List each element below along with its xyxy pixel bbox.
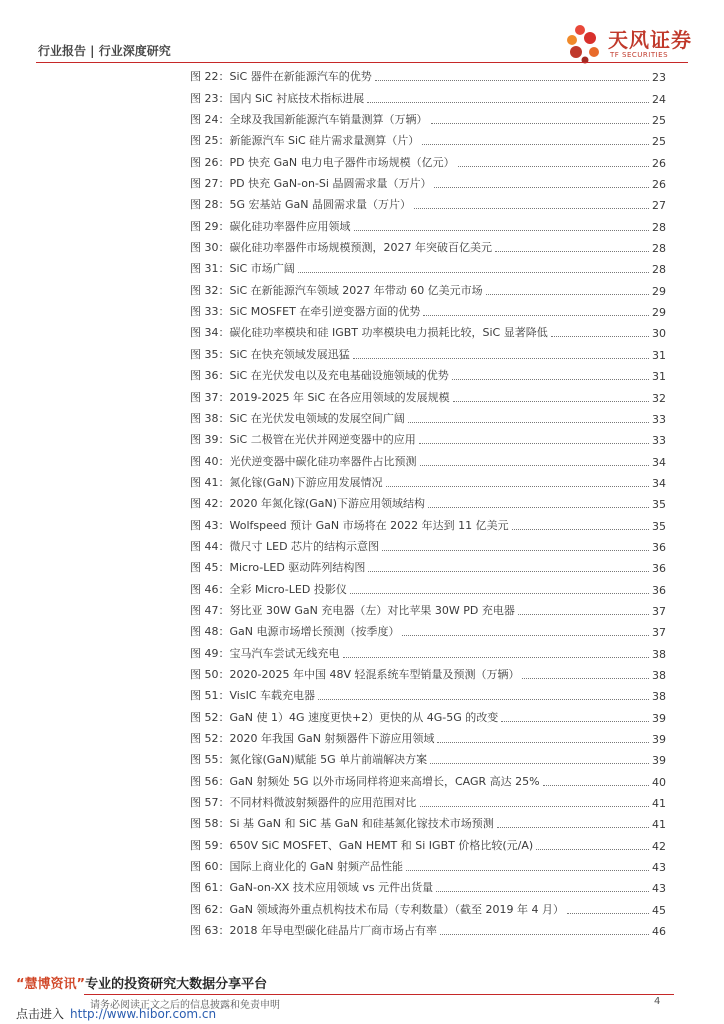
toc-entry[interactable] [190, 685, 666, 706]
toc-dot-leader [414, 208, 649, 209]
toc-entry-page: 24 [652, 92, 666, 106]
toc-entry-label: 图 33：SiC MOSFET 在牵引逆变器方面的优势 [190, 305, 421, 319]
toc-entry[interactable] [190, 258, 666, 279]
toc-entry[interactable] [190, 215, 666, 236]
toc-entry-page: 26 [652, 156, 666, 170]
toc-entry-page: 37 [652, 626, 666, 640]
toc-entry[interactable] [190, 87, 666, 108]
toc-entry-label: 图 41：氮化镓(GaN)下游应用发展情况 [190, 475, 383, 489]
footer-divider [84, 994, 674, 995]
toc-entry-label: 图 37：2019-2025 年 SiC 在各应用领域的发展规模 [190, 390, 450, 404]
footer-slogan-text: 专业的投资研究大数据分享平台 [85, 977, 268, 992]
toc-entry-label: 图 50：2020-2025 年中国 48V 轻混系统车型销量及预测（万辆） [190, 667, 520, 681]
toc-entry[interactable] [190, 920, 666, 941]
toc-entry-label: 图 42：2020 年氮化镓(GaN)下游应用领域结构 [190, 497, 426, 511]
toc-entry-page: 41 [652, 797, 666, 811]
toc-entry[interactable] [190, 109, 666, 130]
logo-chinese-text: 天风证券 [608, 28, 692, 52]
toc-entry[interactable] [190, 642, 666, 663]
footer-link-prefix: 点击进入 [16, 1007, 65, 1021]
toc-entry-label: 图 40：光伏逆变器中碳化硅功率器件占比预测 [190, 454, 417, 468]
toc-dot-leader [420, 465, 650, 466]
toc-entry-label: 图 23：国内 SiC 衬底技术指标进展 [190, 91, 365, 105]
toc-entry[interactable] [190, 279, 666, 300]
toc-entry-page: 39 [652, 733, 666, 746]
toc-entry[interactable] [190, 536, 666, 557]
toc-entry[interactable] [190, 514, 666, 535]
toc-entry[interactable] [190, 877, 666, 898]
toc-entry-label: 图 47：努比亚 30W GaN 充电器（左）对比苹果 30W PD 充电器 [190, 603, 515, 617]
toc-entry-label: 图 52：GaN 使 1）4G 速度更快+2）更快的从 4G-5G 的改变 [190, 710, 499, 724]
toc-entry-label: 图 45：Micro-LED 驱动阵列结构图 [190, 561, 366, 575]
toc-entry-label: 图 57：不同材料微波射频器件的应用范围对比 [190, 796, 417, 810]
toc-dot-leader [495, 251, 649, 252]
toc-entry-label: 图 34：碳化硅功率模块和硅 IGBT 功率模块电力损耗比较，SiC 显著降低 [190, 326, 548, 340]
toc-entry[interactable] [190, 173, 666, 194]
toc-entry-label: 图 28：5G 宏基站 GaN 晶圆需求量（万片） [190, 198, 411, 212]
toc-entry-page: 42 [652, 839, 666, 853]
toc-dot-leader [428, 507, 649, 508]
toc-entry-page: 31 [652, 348, 666, 362]
toc-dot-leader [458, 166, 649, 167]
toc-entry-label: 图 56：GaN 射频处 5G 以外市场同样将迎来高增长，CAGR 高达 25% [190, 774, 540, 788]
tf-logo-icon [566, 22, 610, 64]
toc-dot-leader [419, 443, 649, 444]
toc-entry[interactable] [190, 834, 666, 855]
footer-slogan [16, 973, 267, 992]
toc-dot-leader [430, 763, 649, 764]
toc-entry-page: 36 [652, 540, 666, 554]
toc-dot-leader [382, 550, 649, 551]
toc-entry-label: 图 31：SiC 市场广阔 [190, 262, 295, 276]
toc-entry-label: 图 43：Wolfspeed 预计 GaN 市场将在 2022 年达到 11 亿美元 [190, 518, 509, 532]
toc-entry-page: 33 [652, 412, 666, 426]
toc-entry[interactable] [190, 386, 666, 407]
toc-entry-label: 图 52：2020 年我国 GaN 射频器件下游应用领域 [190, 732, 435, 745]
footer-disclaimer: 请务必阅读正文之后的信息披露和免责申明 [90, 1000, 280, 1011]
toc-dot-leader [512, 529, 649, 530]
footer-brand: “慧博资讯” [16, 977, 86, 992]
toc-dot-leader [423, 315, 649, 316]
toc-entry-label: 图 61：GaN-on-XX 技术应用领域 vs 元件出货量 [190, 881, 434, 895]
toc-entry[interactable] [190, 706, 666, 727]
toc-dot-leader [486, 294, 649, 295]
toc-entry-page: 38 [652, 647, 666, 661]
header-divider [36, 62, 688, 63]
toc-entry-label: 图 48：GaN 电源市场增长预测（按季度） [190, 625, 400, 639]
toc-dot-leader [543, 785, 649, 786]
toc-entry-label: 图 30：碳化硅功率器件市场规模预测，2027 年突破百亿美元 [190, 241, 492, 255]
toc-entry-page: 36 [652, 562, 666, 576]
toc-dot-leader [437, 742, 649, 743]
toc-entry-label: 图 29：碳化硅功率器件应用领域 [190, 219, 351, 233]
toc-entry[interactable] [190, 621, 666, 642]
toc-entry-label: 图 36：SiC 在光伏发电以及充电基础设施领域的优势 [190, 369, 449, 383]
toc-dot-leader [497, 827, 649, 828]
toc-entry[interactable] [190, 343, 666, 364]
toc-dot-leader [440, 934, 649, 935]
toc-dot-leader [343, 657, 650, 658]
toc-entry-label: 图 39：SiC 二极管在光伏并网逆变器中的应用 [190, 433, 416, 447]
toc-entry[interactable] [190, 600, 666, 621]
toc-entry-page: 25 [652, 135, 666, 149]
toc-entry[interactable] [190, 322, 666, 343]
toc-entry-label: 图 63：2018 年导电型碳化硅晶片厂商市场占有率 [190, 924, 437, 938]
toc-entry-page: 45 [652, 903, 666, 917]
toc-entry-page: 26 [652, 178, 666, 192]
toc-entry[interactable] [190, 237, 666, 258]
toc-entry[interactable] [190, 429, 666, 450]
toc-entry-label: 图 32：SiC 在新能源汽车领域 2027 年带动 60 亿美元市场 [190, 283, 483, 297]
toc-entry[interactable] [190, 493, 666, 514]
toc-entry-page: 35 [652, 498, 666, 512]
toc-entry-page: 34 [652, 455, 666, 469]
toc-entry-page: 39 [652, 754, 666, 768]
toc-dot-leader [408, 422, 649, 423]
toc-entry[interactable] [190, 66, 666, 87]
toc-entry-label: 图 46：全彩 Micro-LED 投影仪 [190, 582, 347, 596]
toc-dot-leader [436, 891, 649, 892]
toc-entry-page: 23 [652, 71, 666, 85]
toc-entry-label: 图 24：全球及我国新能源汽车销量测算（万辆） [190, 113, 428, 127]
toc-entry[interactable] [190, 472, 666, 493]
toc-entry-label: 图 26：PD 快充 GaN 电力电子器件市场规模（亿元） [190, 155, 455, 169]
toc-dot-leader [298, 272, 649, 273]
toc-entry-page: 39 [652, 711, 666, 725]
toc-dot-leader [402, 635, 649, 636]
toc-entry-page: 37 [652, 604, 666, 618]
logo-english-text: TF SECURITIES [610, 51, 669, 59]
toc-entry[interactable] [190, 770, 666, 791]
company-logo [566, 20, 706, 66]
toc-entry-page: 31 [652, 370, 666, 384]
toc-entry-label: 图 44：微尺寸 LED 芯片的结构示意图 [190, 539, 380, 553]
toc-entry-label: 图 35：SiC 在快充领域发展迅猛 [190, 347, 350, 361]
toc-dot-leader [375, 80, 649, 81]
toc-entry-label: 图 60：国际上商业化的 GaN 射频产品性能 [190, 860, 403, 874]
toc-entry-page: 30 [652, 327, 666, 341]
toc-entry-page: 29 [652, 306, 666, 320]
toc-entry[interactable] [190, 749, 666, 770]
toc-entry[interactable] [190, 856, 666, 877]
toc-entry-label: 图 59：650V SiC MOSFET、GaN HEMT 和 Si IGBT 价格比较(元/A) [190, 838, 534, 852]
toc-entry-page: 28 [652, 263, 666, 277]
toc-dot-leader [318, 699, 649, 700]
page-number: 4 [654, 996, 661, 1007]
toc-entry[interactable] [190, 813, 666, 834]
toc-entry-page: 28 [652, 220, 666, 234]
toc-entry-page: 34 [652, 476, 666, 490]
toc-dot-leader [431, 123, 650, 124]
toc-entry-page: 28 [652, 242, 666, 256]
toc-dot-leader [522, 678, 649, 679]
toc-entry[interactable] [190, 664, 666, 685]
toc-dot-leader [368, 571, 649, 572]
toc-entry[interactable] [190, 408, 666, 429]
toc-entry-label: 图 62：GaN 领域海外重点机构技术布局（专利数量）（截至 2019 年 4 月） [190, 902, 564, 916]
toc-entry-label: 图 38：SiC 在光伏发电领域的发展空间广阔 [190, 411, 405, 425]
toc-entry[interactable] [190, 151, 666, 172]
toc-entry-label: 图 25：新能源汽车 SiC 硅片需求量测算（片） [190, 134, 420, 148]
toc-entry-page: 27 [652, 199, 666, 213]
toc-dot-leader [567, 913, 649, 914]
toc-dot-leader [434, 187, 649, 188]
toc-entry-page: 43 [652, 882, 666, 896]
toc-entry-page: 38 [652, 690, 666, 704]
toc-entry-page: 35 [652, 519, 666, 533]
toc-dot-leader [452, 379, 649, 380]
toc-entry-label: 图 49：宝马汽车尝试无线充电 [190, 646, 340, 660]
toc-entry-label: 图 22：SiC 器件在新能源汽车的优势 [190, 70, 372, 84]
toc-dot-leader [386, 486, 649, 487]
toc-dot-leader [367, 102, 649, 103]
toc-entry[interactable] [190, 898, 666, 919]
toc-dot-leader [453, 401, 649, 402]
toc-entry-page: 38 [652, 668, 666, 682]
toc-entry-label: 图 27：PD 快充 GaN-on-Si 晶圆需求量（万片） [190, 177, 432, 191]
toc-entry[interactable] [190, 792, 666, 813]
toc-entry[interactable] [190, 450, 666, 471]
toc-entry[interactable] [190, 578, 666, 599]
toc-entry-page: 36 [652, 583, 666, 597]
footer-url-link[interactable]: http://www.hibor.com.cn [70, 1007, 217, 1021]
toc-entry-page: 43 [652, 861, 666, 875]
toc-entry[interactable] [190, 557, 666, 578]
figure-table-of-contents [190, 66, 666, 941]
toc-dot-leader [353, 358, 649, 359]
toc-entry-label: 图 55：氮化镓(GaN)赋能 5G 单片前端解决方案 [190, 753, 428, 767]
toc-entry[interactable] [190, 301, 666, 322]
toc-dot-leader [422, 144, 649, 145]
toc-entry-page: 41 [652, 818, 666, 832]
toc-entry[interactable] [190, 728, 666, 749]
toc-entry-page: 32 [652, 391, 666, 405]
toc-entry-label: 图 51：VisIC 车载充电器 [190, 689, 315, 703]
toc-entry-label: 图 58：Si 基 GaN 和 SiC 基 GaN 和硅基氮化镓技术市场预测 [190, 817, 494, 831]
toc-entry-page: 46 [652, 925, 666, 939]
toc-dot-leader [518, 614, 649, 615]
toc-dot-leader [551, 336, 649, 337]
toc-entry-page: 40 [652, 775, 666, 789]
toc-entry[interactable] [190, 365, 666, 386]
toc-entry-page: 25 [652, 114, 666, 128]
toc-entry-page: 29 [652, 284, 666, 298]
report-type-label: 行业报告 | 行业深度研究 [38, 44, 171, 58]
toc-dot-leader [406, 870, 649, 871]
toc-entry-page: 33 [652, 434, 666, 448]
toc-dot-leader [354, 230, 650, 231]
toc-dot-leader [501, 721, 649, 722]
footer-link[interactable] [16, 1005, 216, 1022]
toc-entry[interactable] [190, 130, 666, 151]
toc-dot-leader [420, 806, 650, 807]
toc-entry[interactable] [190, 194, 666, 215]
toc-dot-leader [536, 849, 649, 850]
toc-dot-leader [350, 593, 649, 594]
